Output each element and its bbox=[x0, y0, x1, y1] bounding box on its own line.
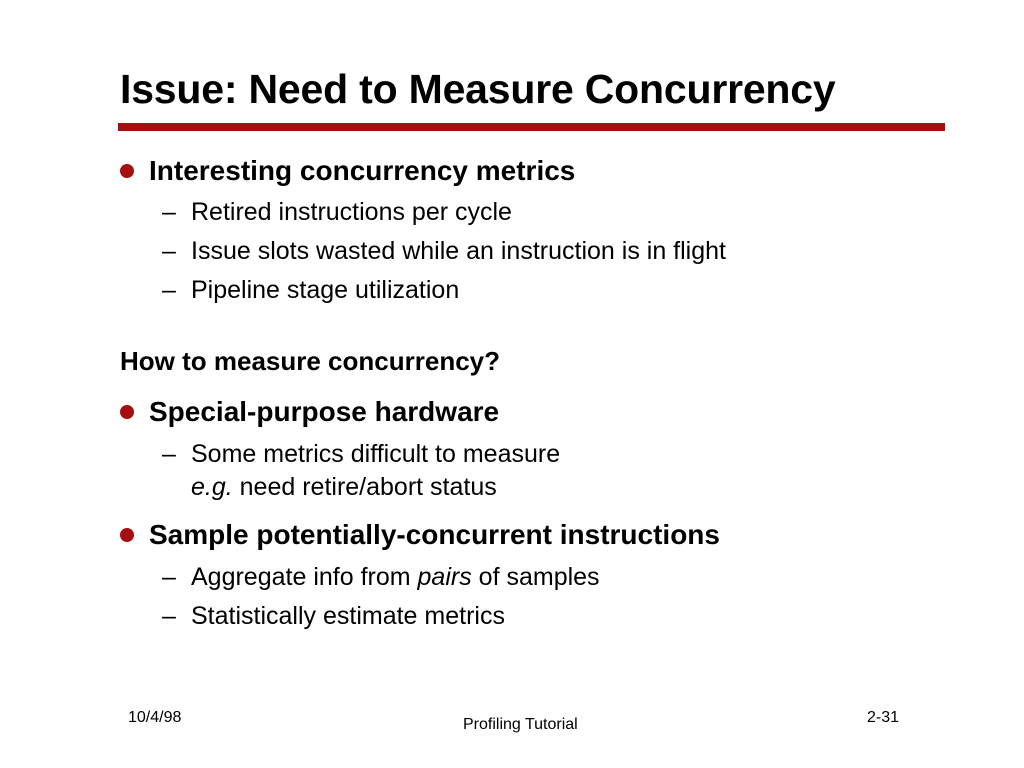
sub-item-text bbox=[191, 562, 600, 592]
sub-item-before: Aggregate info from bbox=[191, 563, 411, 591]
sub-item-after: of samples bbox=[478, 563, 600, 591]
sub-item-rest: need retire/abort status bbox=[239, 473, 497, 501]
sub-item-text: Issue slots wasted while an instruction is in flight bbox=[191, 237, 726, 265]
italic-pairs: pairs bbox=[417, 563, 472, 591]
sub-item-text bbox=[191, 472, 497, 502]
title-underline bbox=[118, 123, 945, 131]
footer-title: Profiling Tutorial bbox=[463, 716, 578, 733]
bullet-text: Special-purpose hardware bbox=[149, 396, 500, 427]
bullet-dot-icon bbox=[120, 164, 134, 178]
sub-item-text: Some metrics difficult to measure bbox=[191, 440, 561, 468]
sub-item-text: Statistically estimate metrics bbox=[191, 602, 505, 630]
bullet-text: Sample potentially-concurrent instructions bbox=[149, 519, 720, 550]
sub-item-text: Pipeline stage utilization bbox=[191, 276, 460, 304]
dash-icon: – bbox=[162, 563, 176, 591]
dash-icon: – bbox=[162, 237, 176, 265]
italic-eg: e.g. bbox=[191, 473, 233, 501]
footer-page-number: 2-31 bbox=[867, 709, 900, 726]
bullet-text: Interesting concurrency metrics bbox=[149, 155, 576, 186]
dash-icon: – bbox=[162, 276, 176, 304]
bullet-dot-icon bbox=[120, 405, 134, 419]
slide-title: Issue: Need to Measure Concurrency bbox=[120, 66, 836, 112]
dash-icon: – bbox=[162, 602, 176, 630]
section-heading: How to measure concurrency? bbox=[120, 346, 500, 376]
dash-icon: – bbox=[162, 440, 176, 468]
dash-icon: – bbox=[162, 198, 176, 226]
footer-date: 10/4/98 bbox=[128, 709, 182, 726]
bullet-dot-icon bbox=[120, 528, 134, 542]
sub-item-text: Retired instructions per cycle bbox=[191, 198, 512, 226]
